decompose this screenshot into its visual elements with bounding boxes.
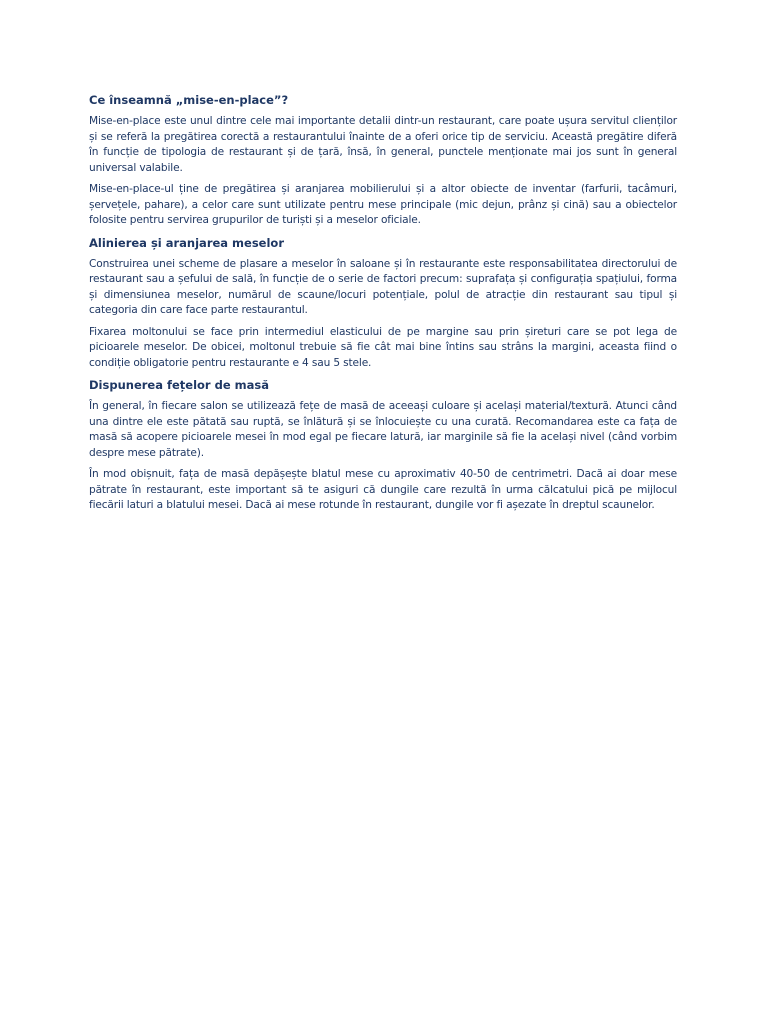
section-heading: Ce înseamnă „mise-en-place”? [89,93,289,107]
paragraph: În mod obișnuit, fața de masă depășește blatul mese cu aproximativ 40-50 de centrimetri. Dacă ai doar mese pătrate în restaurant, este important să te asiguri că dungile care rezultă în urma călcatului pică pe mijlocul fiecării laturi a blatului mesei. Dacă ai mese rotunde în restaurant, dungile vor fi așezate în dreptul scaunelor. [89,468,677,511]
section-heading: Dispunerea fețelor de masă [89,378,269,392]
paragraph: Fixarea moltonului se face prin intermediul elasticului de pe margine sau prin șireturi care se pot lega de picioarele meselor. De obicei, moltonul trebuie să fie cât mai bine întins sau strâns la margini, aceasta fiind o condiție obligatorie pentru restaurante e 4 sau 5 stele. [89,325,677,369]
section-mise-en-place [89,92,677,229]
document-body [89,92,677,520]
section-fete-de-masa [89,377,677,514]
paragraph: Mise-en-place este unul dintre cele mai importante detalii dintr-un restaurant, care poate ușura servitul clienților și se referă la pregătirea corectă a restaurantului înainte de a oferi orice tip de serviciu. Această pregătire diferă în funcție de tipologia de restaurant și de țară, însă, în general, punctele menționate mai jos sunt în general universal valabile. [89,115,677,174]
paragraph: În general, în fiecare salon se utilizează fețe de masă de aceeași culoare și același material/textură. Atunci când una dintre ele este pătată sau ruptă, se înlătură și se înlocuiește cu una curată. Recomandarea este ca fața de masă să acopere picioarele mesei în mod egal pe fiecare latură, iar marginile să fie la același nivel (când vorbim despre mese pătrate). [89,400,677,459]
paragraph: Construirea unei scheme de plasare a meselor în saloane și în restaurante este responsabilitatea directorului de restaurant sau a șefului de sală, în funcție de o serie de factori precum: suprafața și configurația spațiului, forma și dimensiunea meselor, numărul de scaune/locuri potențiale, polul de atracție din restaurant sau tipul și categoria din care face parte restaurantul. [89,257,677,316]
section-aliniere-mese [89,235,677,372]
section-heading: Alinierea și aranjarea meselor [89,235,284,250]
paragraph: Mise-en-place-ul ține de pregătirea și aranjarea mobilierului și a altor obiecte de inventar (farfurii, tacâmuri, șervețele, pahare), a celor care sunt utilizate pentru mese principale (mic dejun, prânz și cină) sau a obiectelor folosite pentru servirea grupurilor de turiști și a meselor oficiale. [89,183,677,226]
